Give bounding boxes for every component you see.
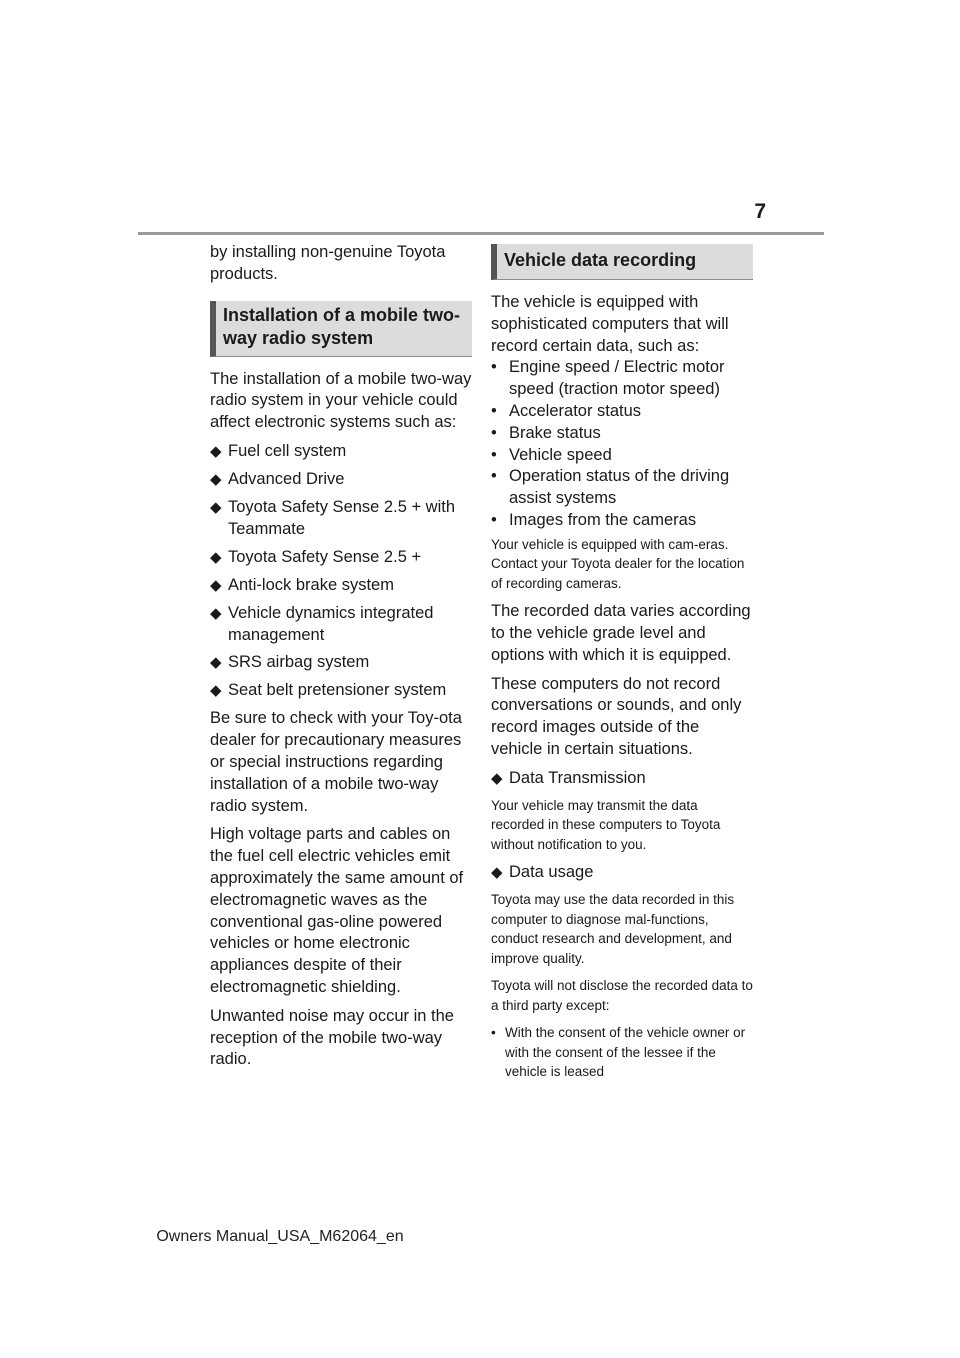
list-item: ◆ Vehicle dynamics integrated management [210,603,434,644]
dealer-paragraph: Be sure to check with your Toy-ota dealer for precautionary measures or special instructions regarding installation of a mobile two-way radio system. [210,709,462,815]
list-item: ◆ Data Transmission [491,768,753,790]
list-item: ◆ Toyota Safety Sense 2.5 + [210,547,472,569]
affected-systems-list [210,441,472,702]
radio-paragraph: The installation of a mobile two-way radio system in your vehicle could affect electronic systems such as: [210,369,472,432]
bullet-dot-icon: • [491,401,497,420]
list-item: • Accelerator status [491,401,753,423]
bullet-dot-icon: • [491,510,497,529]
section-heading-data-recording: Vehicle data recording [491,244,753,280]
footer-manual-id: Owners Manual_USA_M62064_en [156,1228,404,1245]
diamond-bullet-icon: ◆ [210,604,222,622]
disclose-exceptions-list [491,1023,753,1082]
bullet-dot-icon: • [491,445,497,464]
bullet-dot-icon: • [491,358,497,377]
disclose-text: Toyota will not disclose the recorded data to a third party except: [491,978,753,1013]
usage-subheading [491,862,753,884]
diamond-bullet-icon: ◆ [210,654,222,672]
left-column [210,242,472,1078]
camera-note: Your vehicle is equipped with cam-eras. Contact your Toyota dealer for the location of recording cameras. [491,536,745,591]
diamond-bullet-icon: ◆ [491,769,503,787]
diamond-bullet-icon: ◆ [210,682,222,700]
diamond-bullet-icon: ◆ [210,470,222,488]
list-item: ◆ Advanced Drive [210,469,472,491]
list-item: • Engine speed / Electric motor speed (traction motor speed) [491,358,725,399]
list-item: ◆ Data usage [491,862,753,884]
intro-text: by installing non-genuine Toyota products. [210,243,446,283]
list-item: ◆ Anti-lock brake system [210,575,472,597]
bullet-dot-icon: • [491,423,497,442]
diamond-bullet-icon: ◆ [210,576,222,594]
header-rule [138,232,824,235]
section-heading-radio: Installation of a mobile two-way radio system [210,301,472,357]
list-item: • Images from the cameras [491,510,753,532]
high-voltage-paragraph: High voltage parts and cables on the fuel cell electric vehicles emit approximately the same amount of electromagnetic waves as the conventional gas-oline powered vehicles or home electronic appliances despite of their electromagnetic shielding. [210,825,464,997]
diamond-bullet-icon: ◆ [210,442,222,460]
diamond-bullet-icon: ◆ [491,864,503,882]
list-item: ◆ SRS airbag system [210,652,472,674]
diamond-bullet-icon: ◆ [210,548,222,566]
diamond-bullet-icon: ◆ [210,498,222,516]
list-item: ◆ Seat belt pretensioner system [210,680,472,702]
recording-paragraph: The vehicle is equipped with sophisticated computers that will record certain data, such as: [491,293,729,355]
list-item: • Vehicle speed [491,445,753,467]
no-record-paragraph: These computers do not record conversations or sounds, and only record images outside of the vehicle in certain situations. [491,674,742,759]
recorded-data-list [491,357,753,531]
list-item: • With the consent of the vehicle owner or with the consent of the lessee if the vehicle is leased [491,1025,746,1080]
list-item: ◆ Toyota Safety Sense 2.5 + with Teammate [210,497,456,538]
bullet-dot-icon: • [491,467,497,486]
list-item: ◆ Fuel cell system [210,441,472,463]
transmission-text: Your vehicle may transmit the data recorded in these computers to Toyota without notification to you. [491,797,721,852]
right-column [491,244,753,1082]
data-varies-paragraph: The recorded data varies according to the vehicle grade level and options with which it is equipped. [491,602,751,664]
list-item: • Operation status of the driving assist systems [491,467,730,508]
noise-paragraph: Unwanted noise may occur in the reception of the mobile two-way radio. [210,1006,454,1069]
transmission-subheading [491,768,753,790]
usage-text: Toyota may use the data recorded in this computer to diagnose mal-functions, conduct research and development, and improve quality. [491,892,735,966]
page-number: 7 [754,200,766,223]
bullet-dot-icon: • [491,1025,496,1041]
list-item: • Brake status [491,423,753,445]
